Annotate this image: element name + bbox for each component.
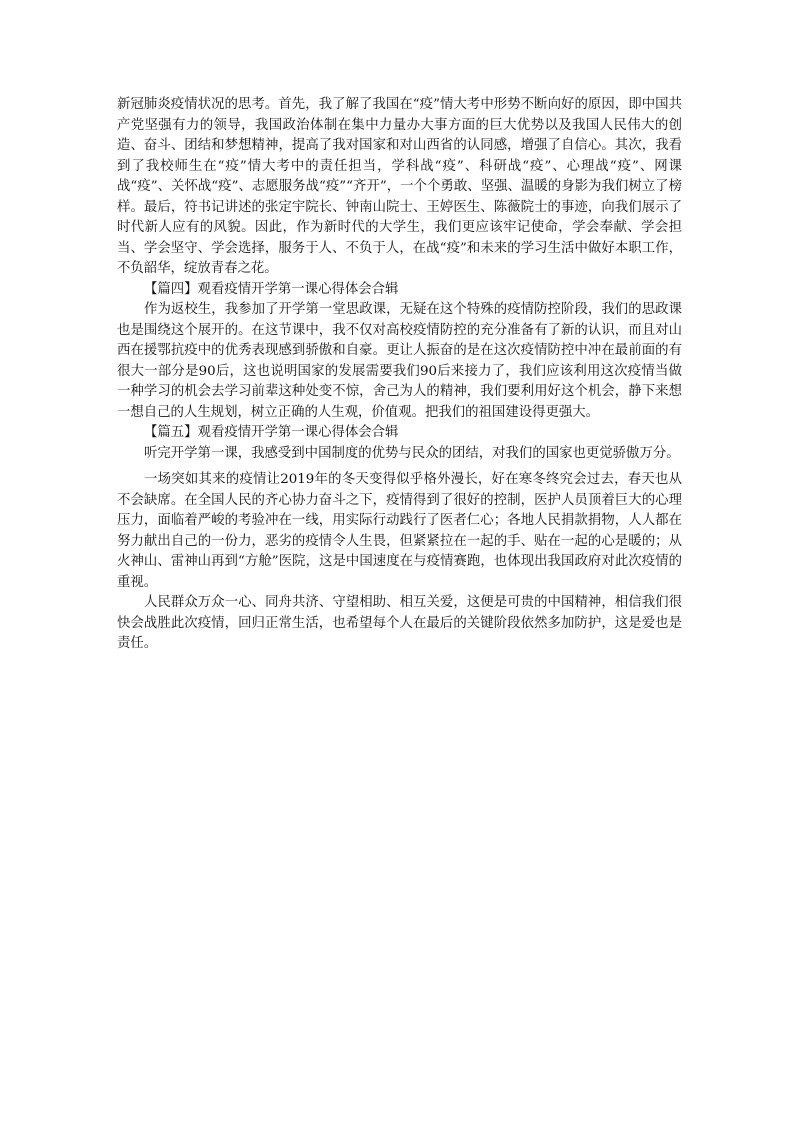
paragraph-section-5-conclusion: 人民群众万众一心、同舟共济、守望相助、相互关爱，这便是可贵的中国精神，相信我们很快会战胜此次疫情，回归正常生活，也希望每个人在最后的关键阶段依然多加防护，这是爱也是责任。 [117,595,682,651]
paragraph-section-5-body: 一场突如其来的疫情让2019年的冬天变得似乎格外漫长，好在寒冬终究会过去，春天也从不会缺席。在全国人民的齐心协力奋斗之下，疫情得到了很好的控制，医护人员顶着巨大的心理压力，面临着严峻的考验冲在一线，用实际行动践行了医者仁心；各地人民捐款捐物，人人都在努力献出自己的一份力，恶劣的疫情令人生畏，但紧紧拉在一起的手、贴在一起的心是暖的；从火神山、雷神山再到“方舱”医院，这是中国速度在与疫情赛跑，也体现出我国政府对此次疫情的重视。 [117,472,682,590]
document-page [117,95,682,655]
paragraph-intro-continued: 新冠肺炎疫情状况的思考。首先，我了解了我国在“疫”情大考中形势不断向好的原因，即中国共产党坚强有力的领导，我国政治体制在集中力量办大事方面的巨大优势以及我国人民伟大的创造、奋斗、团结和梦想精神，提高了我对国家和对山西省的认同感，增强了自信心。其次，我看到了我校师生在“疫”情大考中的责任担当，学科战“疫”、科研战“疫”、心理战“疫”、网课战“疫”、关怀战“疫”、志愿服务战“疫”“齐开”，一个个勇敢、坚强、温暖的身影为我们树立了榜样。最后，符书记讲述的张定宇院长、钟南山院士、王婷医生、陈薇院士的事迹，向我们展示了时代新人应有的风貌。因此，作为新时代的大学生，我们更应该牢记使命，学会奉献、学会担当、学会坚守、学会选择，服务于人、不负于人，在战“疫”和未来的学习生活中做好本职工作，不负韶华，绽放青春之花。 [117,97,682,276]
section-heading-5: 【篇五】观看疫情开学第一课心得体会合辑 [144,425,399,440]
paragraph-section-5-intro: 听完开学第一课，我感受到中国制度的优势与民众的团结，对我们的国家也更觉骄傲万分。 [144,445,680,461]
paragraph-section-4: 作为返校生，我参加了开学第一堂思政课，无疑在这个特殊的疫情防控阶段，我们的思政课也是围绕这个展开的。在这节课中，我不仅对高校疫情防控的充分准备有了新的认识，而且对山西在援鄂抗疫中的优秀表现感到骄傲和自豪。更让人振奋的是在这次疫情防控中冲在最前面的有很大一部分是90后，这也说明国家的发展需要我们90后来接力了，我们应该利用这次疫情当做一种学习的机会去学习前辈这种处变不惊，舍己为人的精神，我们要利用好这个机会，静下来想一想自己的人生规划，树立正确的人生观，价值观。把我们的祖国建设得更强大。 [117,302,682,420]
section-heading-4: 【篇四】观看疫情开学第一课心得体会合辑 [144,281,399,297]
